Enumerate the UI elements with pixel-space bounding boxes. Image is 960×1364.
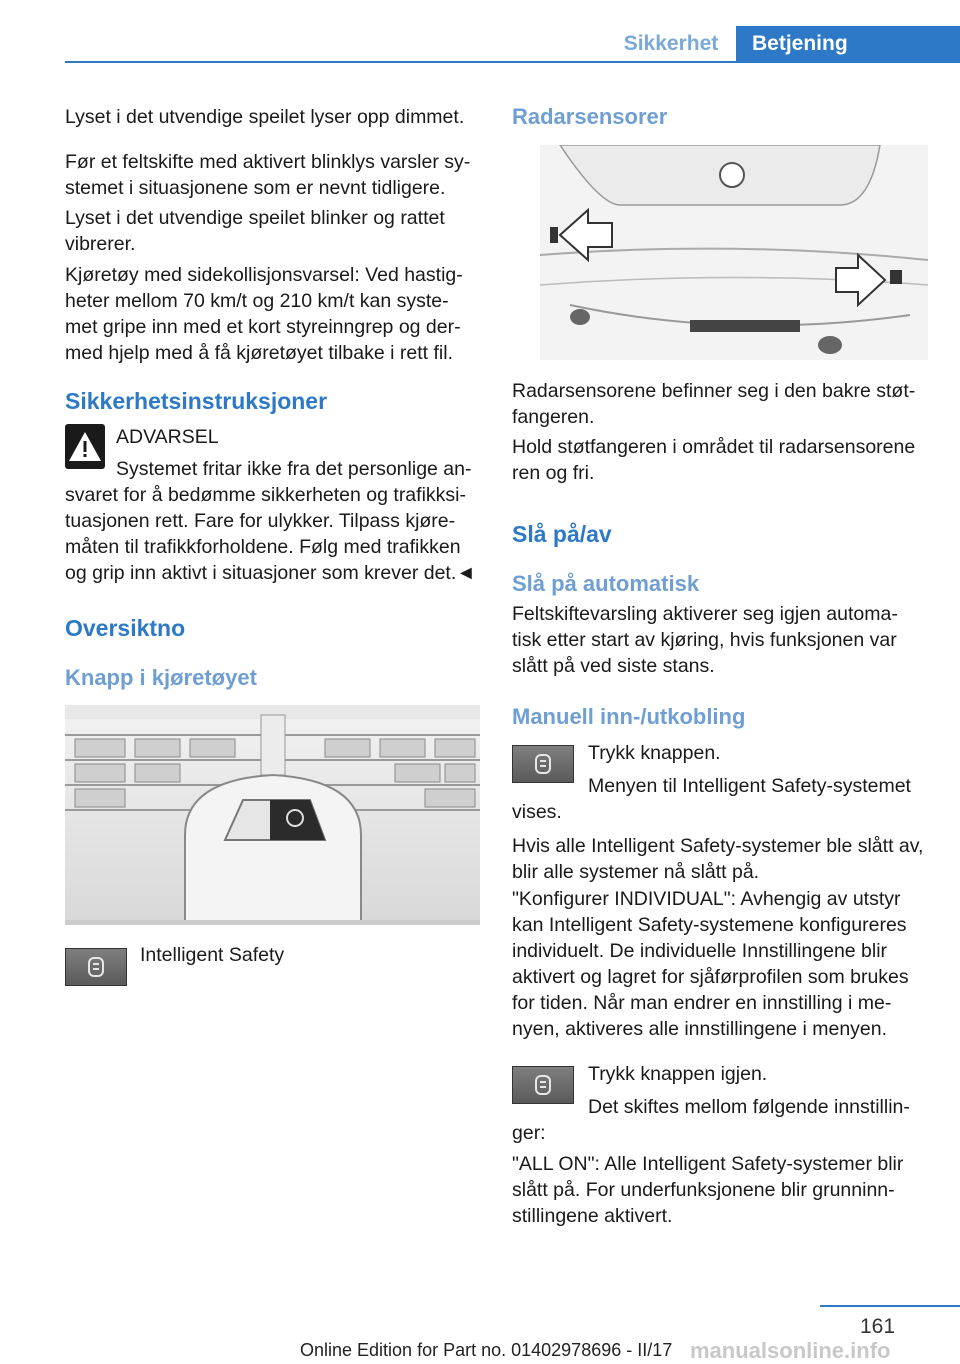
- heading-manual-toggle: Manuell inn-/utkobling: [512, 704, 746, 729]
- heading-radar-sensors: Radarsensorer: [512, 104, 668, 129]
- heading-auto-on: Slå på automatisk: [512, 571, 700, 596]
- button-label: Intelligent Safety: [140, 944, 285, 966]
- paragraph: Radarsensorene befinner seg i den bakre støt‐fangeren.: [512, 380, 916, 428]
- step-text: Det skiftes mellom følgende innstillin‐ger:: [512, 1096, 910, 1144]
- heading-safety-instructions: Sikkerhetsinstruksjoner: [65, 388, 328, 414]
- heading-button-in-vehicle: Knapp i kjøretøyet: [65, 665, 257, 690]
- edition-line: Online Edition for Part no. 01402978696 - II/17: [300, 1340, 673, 1360]
- grille-button-photo: [65, 705, 480, 925]
- heading-on-off: Slå på/av: [512, 521, 612, 547]
- step-text: Trykk knappen igjen.: [588, 1063, 768, 1085]
- step-text: Trykk knappen.: [588, 742, 721, 764]
- paragraph: Hold støtfangeren i området til radarsensorene ren og fri.: [512, 436, 916, 484]
- tab-chapter: Betjening: [736, 26, 960, 62]
- warning-text: Systemet fritar ikke fra det personlige an‐svaret for å bedømme sikkerheten og trafikksi‐tuasjonen rett. Fare for ulykker. Tilpass kjøre‐måten til trafikkforholdene. Følg med trafikken og grip inn aktivt i situasjoner som krever det.◄: [65, 458, 476, 584]
- rear-bumper-photo: [540, 145, 928, 360]
- heading-overview: Oversiktno: [65, 615, 186, 641]
- watermark: manualsonline.info: [690, 1338, 891, 1363]
- warning-title: ADVARSEL: [116, 426, 219, 448]
- tab-section: Sikkerhet: [606, 26, 736, 62]
- footer-rule: [820, 1305, 960, 1307]
- paragraph: Feltskiftevarsling aktiverer seg igjen automa‐tisk etter start av kjøring, hvis funksjonen var slått på ved siste stans.: [512, 603, 898, 677]
- paragraph: Lyset i det utvendige speilet lyser opp dimmet.: [65, 106, 465, 128]
- intelligent-safety-button-icon: [65, 948, 127, 986]
- paragraph: Kjøretøy med sidekollisjonsvarsel: Ved hastig‐heter mellom 70 km/t og 210 km/t kan syste‐met gripe inn med et kort styreinngrep og der‐med hjelp med å få kjøretøyet tilbake i rett fil.: [65, 264, 463, 364]
- header-rule: [65, 61, 960, 63]
- paragraph: Lyset i det utvendige speilet blinker og rattet vibrerer.: [65, 207, 445, 255]
- paragraph: Før et feltskifte med aktivert blinklys varsler sy‐stemet i situasjonene som er nevnt tidligere.: [65, 151, 471, 199]
- paragraph: "ALL ON": Alle Intelligent Safety-systemer blir slått på. For underfunksjonene blir grunninn‐stillingene aktivert.: [512, 1153, 904, 1227]
- paragraph: "Konfigurer INDIVIDUAL": Avhengig av utstyr kan Intelligent Safety-systemene konfigureres individuelt. De individuelle Innstillingene blir aktivert og lagret for sjåførprofilen som brukes for tiden. Når man endrer en innstilling i me‐nyen, aktiveres alle innstillingene i menyen.: [512, 888, 909, 1040]
- step-text: Menyen til Intelligent Safety-systemet vises.: [512, 775, 911, 823]
- page-number: 161: [860, 1315, 896, 1338]
- paragraph: Hvis alle Intelligent Safety-systemer ble slått av, blir alle systemer nå slått på.: [512, 835, 924, 883]
